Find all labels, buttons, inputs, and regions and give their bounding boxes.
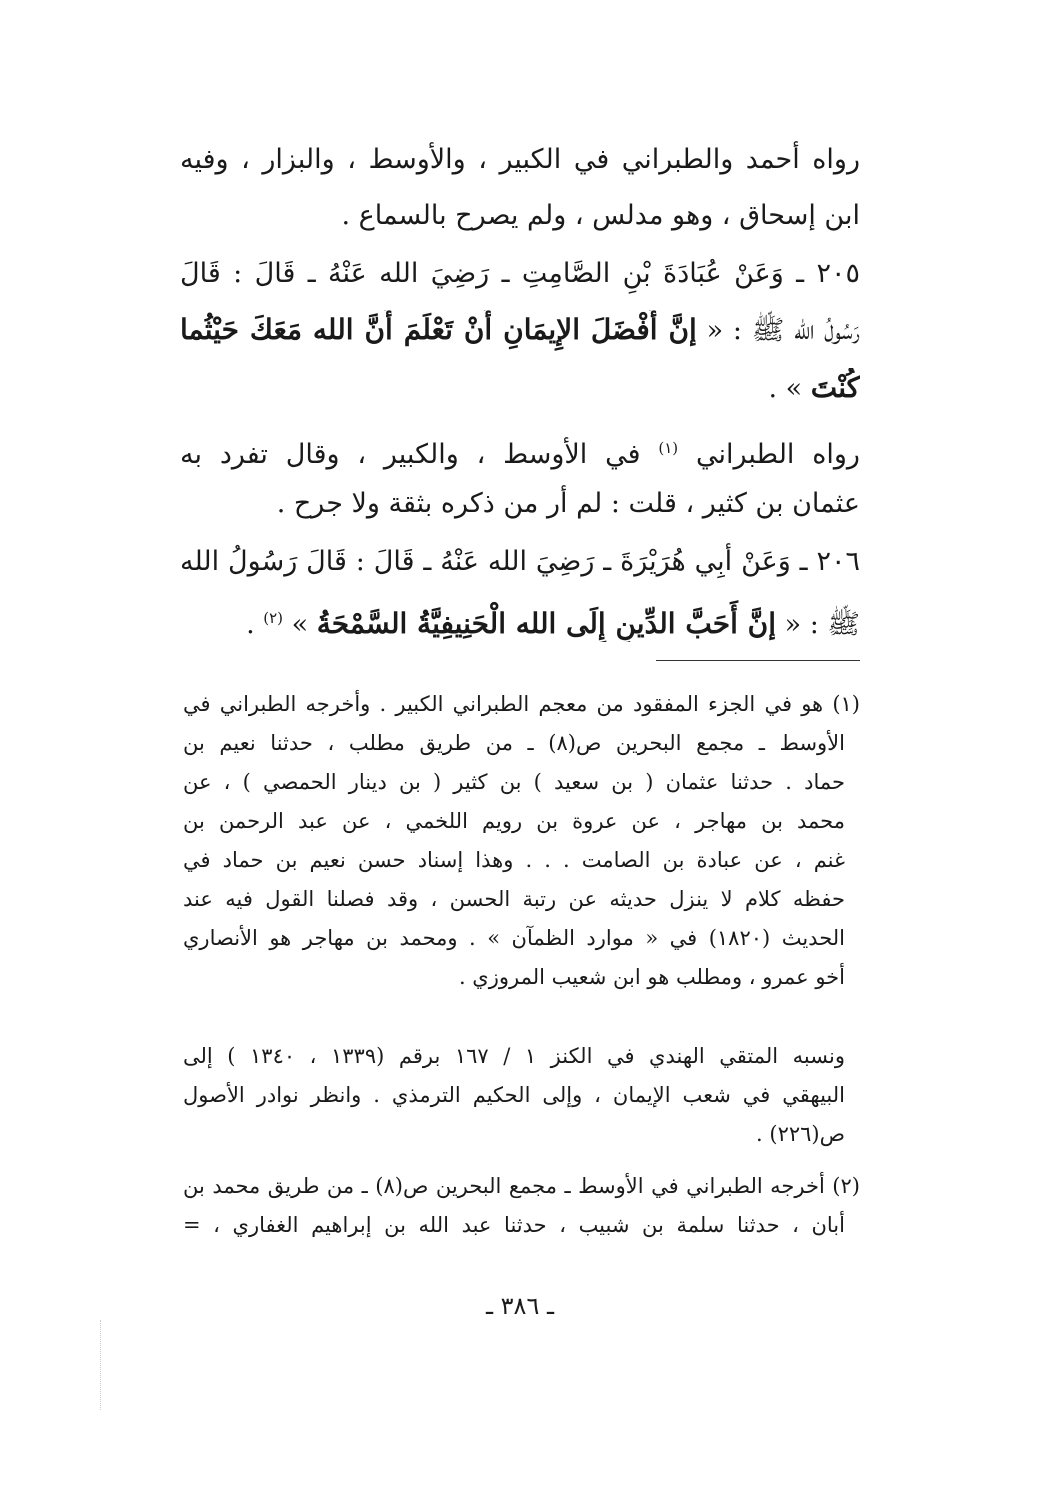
footnote-1b-line: البيهقي في شعب الإيمان ، وإلى الحكيم الترمذي . وانظر نوادر الأصول xyxy=(183,1083,845,1107)
footnote-1b-line: ونسبه المتقي الهندي في الكنز ١ / ١٦٧ برقم (١٣٣٩ ، ١٣٤٠ ) إلى xyxy=(183,1044,845,1068)
body-line: عثمان بن كثير ، قلت : لم أر من ذكره بثقة ولا جرح . xyxy=(276,488,860,519)
margin-rule xyxy=(100,1320,102,1410)
footnote-ref-2: (٢) xyxy=(263,609,284,627)
footnote-1-line: أخو عمرو ، ومطلب هو ابن شعيب المروزي . xyxy=(458,965,845,989)
hadith-205-line xyxy=(180,310,860,354)
hadith-205-close: » . xyxy=(768,373,803,404)
body-line: رواه أحمد والطبراني في الكبير ، والأوسط ، والبزار ، وفيه xyxy=(180,144,860,175)
footnote-2-line: أبان ، حدثنا سلمة بن شبيب ، حدثنا عبد الله بن إبراهيم الغفاري ، = xyxy=(183,1213,845,1237)
body-text: رواه الطبراني xyxy=(695,439,860,470)
footnote-1-line: (١) هو في الجزء المفقود من معجم الطبراني الكبير . وأخرجه الطبراني في xyxy=(183,692,860,716)
hadith-205-text-end: كُنْتَ xyxy=(810,371,860,404)
hadith-206-dot: . xyxy=(246,609,255,640)
hadith-206-line xyxy=(180,598,860,642)
hadith-206-line: ٢٠٦ ـ وَعَنْ أَبِي هُرَيْرَةَ ـ رَضِيَ الله عَنْهُ ـ قَالَ : قَالَ رَسُولُ الله xyxy=(180,546,860,577)
hadith-206-close: » xyxy=(291,609,309,640)
body-line xyxy=(180,428,860,472)
footnote-1-line: الحديث (١٨٢٠) في « موارد الظمآن » . ومحمد بن مهاجر هو الأنصاري xyxy=(183,926,845,950)
footnote-2-line: (٢) أخرجه الطبراني في الأوسط ـ مجمع البحرين ص(٨) ـ من طريق محمد بن xyxy=(183,1174,860,1198)
footnote-1-line: حفظه كلام لا ينزل حديثه عن رتبة الحسن ، وقد فصلنا القول فيه عند xyxy=(183,887,845,911)
footnote-1-line: محمد بن مهاجر ، عن عروة بن رويم اللخمي ، عن عبد الرحمن بن xyxy=(183,809,845,833)
hadith-206-text: إنَّ أَحَبَّ الدِّينِ إِلَى الله الْحَنِيفِيَّةُ السَّمْحَةُ xyxy=(316,607,776,640)
body-text: في الأوسط ، والكبير ، وقال تفرد به xyxy=(180,439,641,470)
footnote-1b-line: ص(٢٢٦) . xyxy=(756,1122,845,1146)
hadith-206-intro: ﷺ : « xyxy=(784,609,860,640)
page-number: ـ ٣٨٦ ـ xyxy=(485,1292,554,1320)
hadith-205-line: ٢٠٥ ـ وَعَنْ عُبَادَةَ بْنِ الصَّامِتِ ـ رَضِيَ الله عَنْهُ ـ قَالَ : قَالَ xyxy=(180,258,860,289)
footnote-1-line: حماد . حدثنا عثمان ( بن سعيد ) بن كثير ( بن دينار الحمصي ) ، عن xyxy=(183,770,845,794)
footnote-divider xyxy=(656,660,860,661)
hadith-205-text: إنَّ أَفْضَلَ الإِيمَانِ أَنْ تَعْلَمَ أَنَّ الله مَعَكَ حَيْثُما xyxy=(180,313,697,346)
hadith-205-intro: رَسُولُ الله ﷺ : « xyxy=(706,315,860,346)
footnote-ref-1: (١) xyxy=(658,439,679,457)
body-line: ابن إسحاق ، وهو مدلس ، ولم يصرح بالسماع . xyxy=(341,200,860,231)
footnote-1-line: الأوسط ـ مجمع البحرين ص(٨) ـ من طريق مطلب ، حدثنا نعيم بن xyxy=(183,731,845,755)
footnote-1-line: غنم ، عن عبادة بن الصامت . . . وهذا إسناد حسن نعيم بن حماد في xyxy=(183,848,845,872)
hadith-205-line xyxy=(180,368,860,412)
